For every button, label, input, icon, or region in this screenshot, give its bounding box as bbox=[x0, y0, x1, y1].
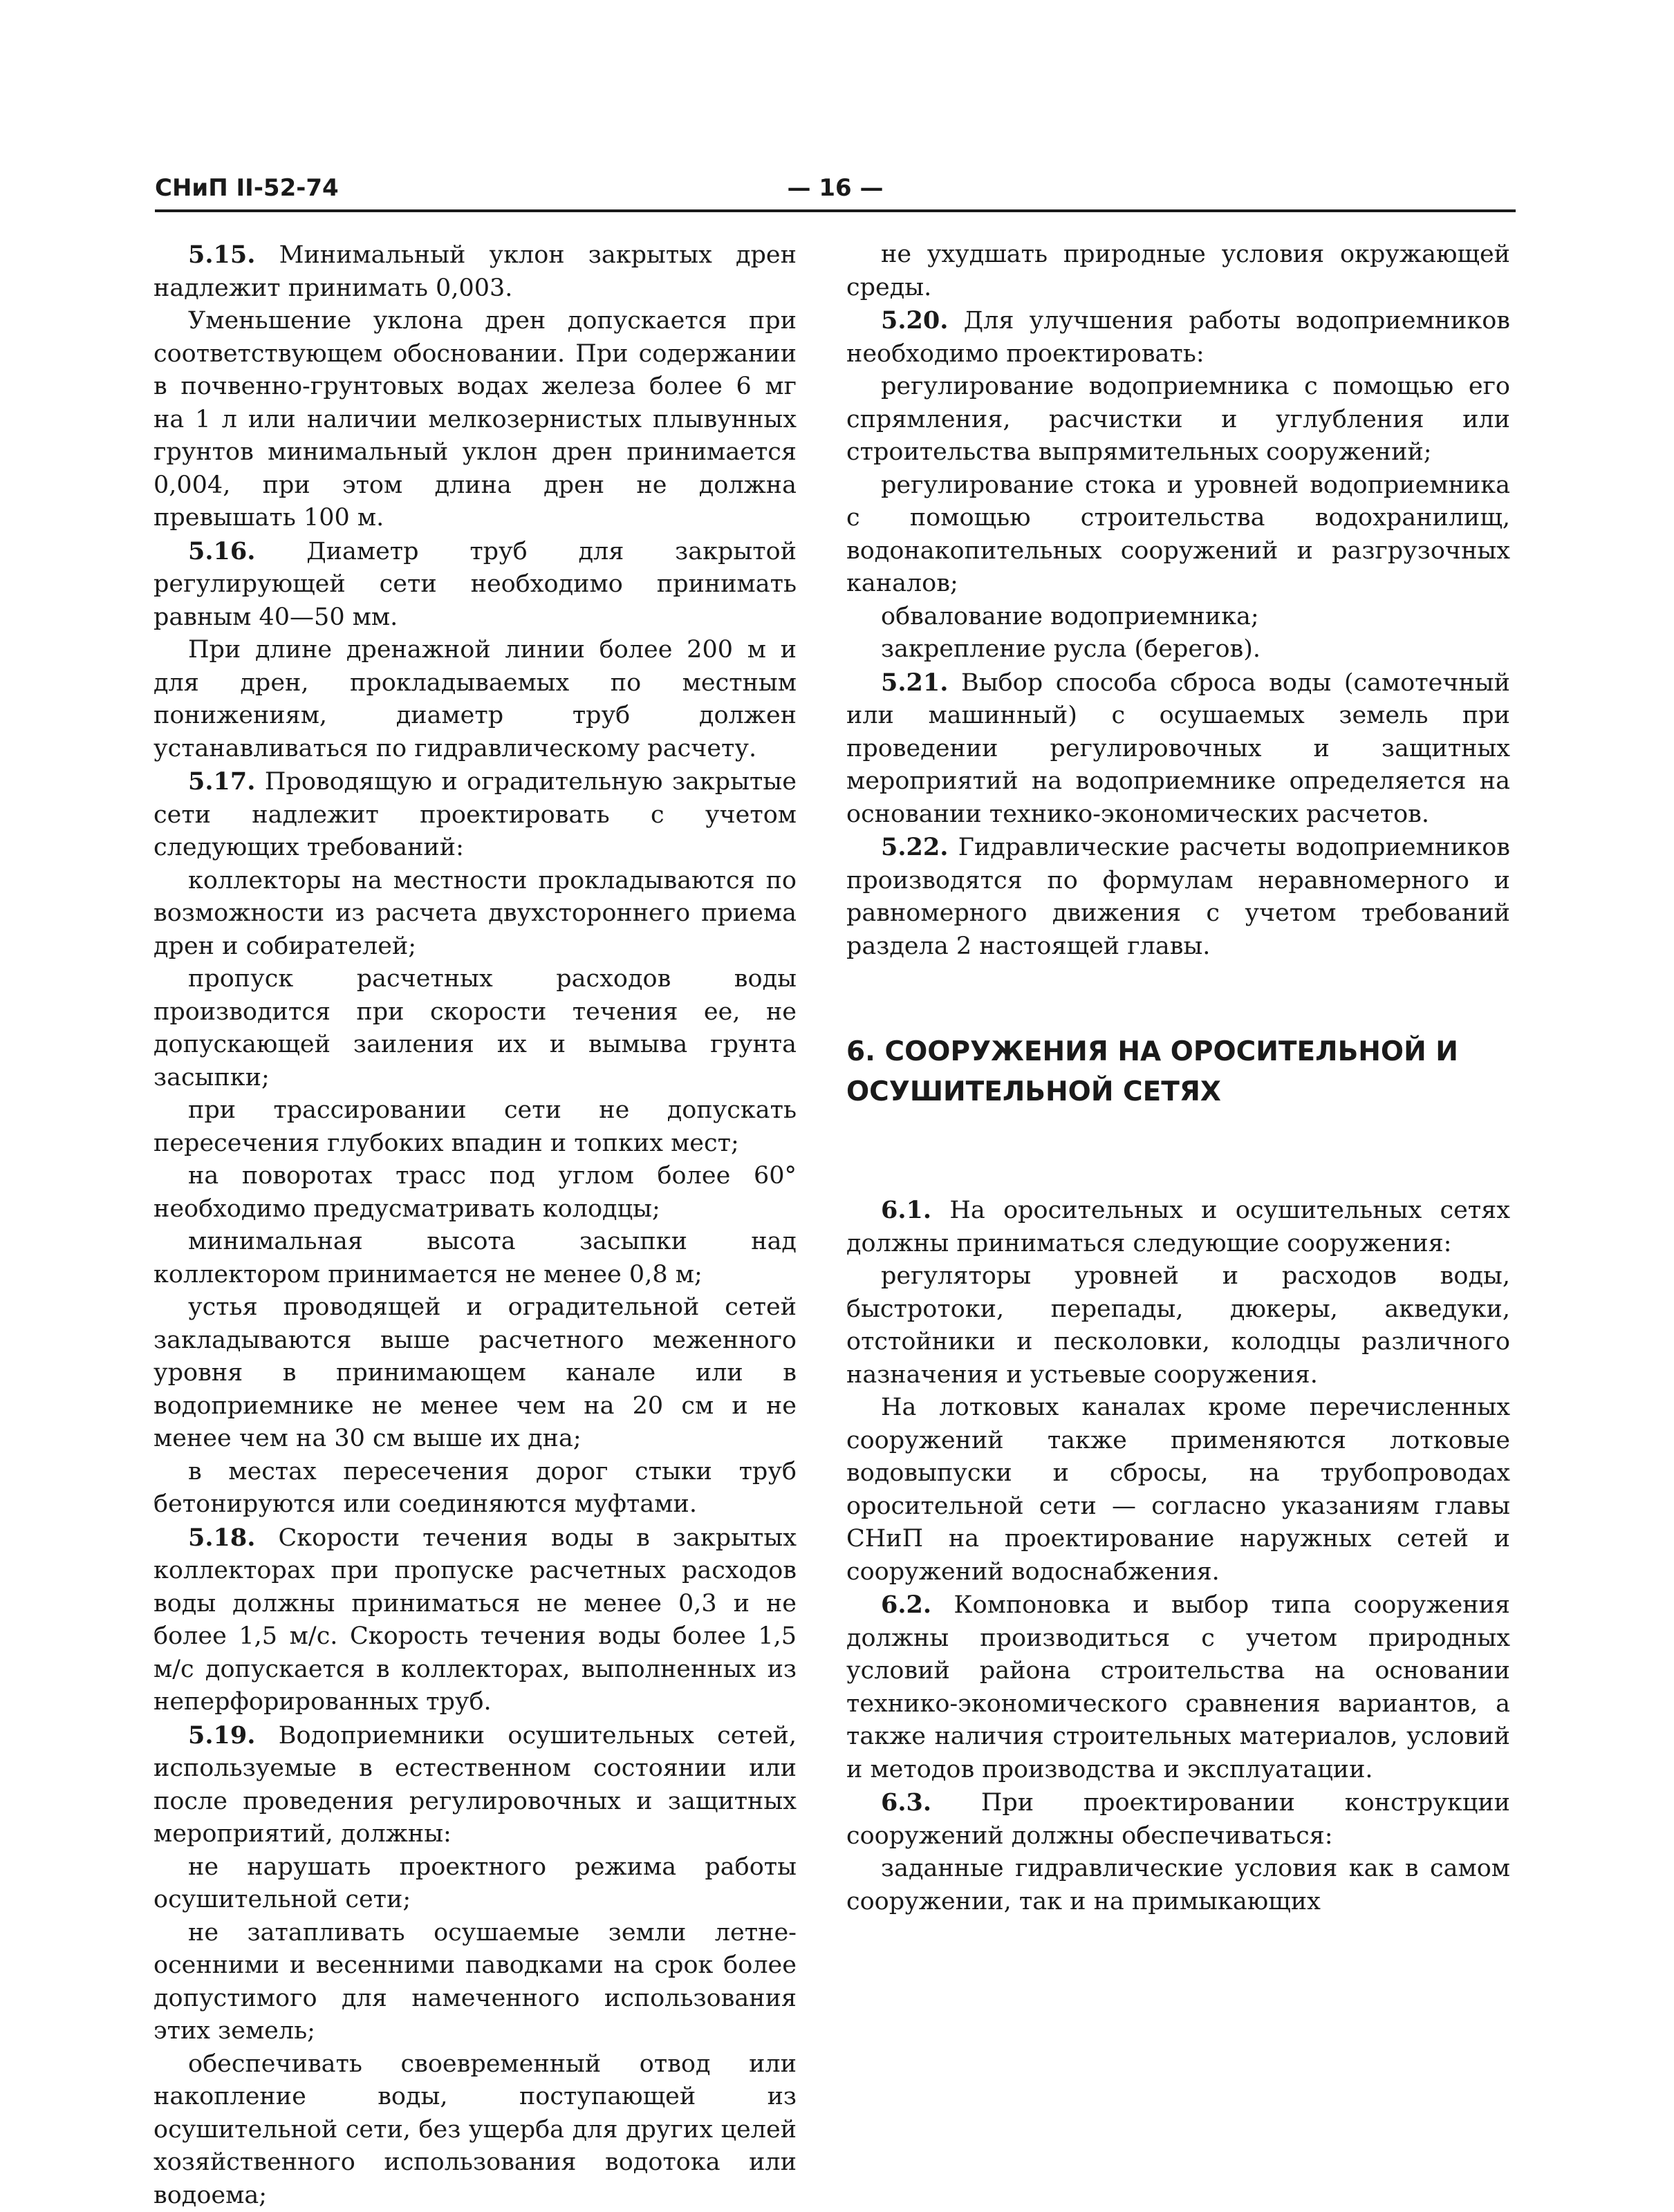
left-column bbox=[154, 238, 797, 2212]
paragraph-text: не нарушать проектного режима работы осушительной сети; bbox=[154, 1853, 797, 1914]
paragraph-text: не затапливать осушаемые земли летне-осенними и весенними паводками на срок более допустимого для намеченного использования этих земель; bbox=[154, 1919, 797, 2045]
paragraph bbox=[154, 1917, 797, 2048]
clause-paragraph bbox=[846, 1786, 1510, 1853]
paragraph bbox=[154, 1226, 797, 1291]
clause-number: 5.17. bbox=[188, 767, 255, 796]
clause-number: 6.1. bbox=[881, 1196, 931, 1224]
clause-paragraph bbox=[846, 666, 1510, 832]
clause-paragraph bbox=[154, 238, 797, 305]
clause-number: 5.22. bbox=[881, 833, 948, 861]
clause-paragraph bbox=[846, 1194, 1510, 1260]
right-column-section6 bbox=[846, 1194, 1510, 1918]
paragraph-text: коллекторы на местности прокладываются по возможности из расчета двухстороннего приема дрен и собирателей; bbox=[154, 867, 797, 960]
paragraph bbox=[154, 1160, 797, 1226]
paragraph-text: на поворотах трасс под углом более 60° необходимо предусматривать колодцы; bbox=[154, 1162, 797, 1223]
paragraph-text: Минимальный уклон закрытых дрен надлежит принимать 0,003. bbox=[154, 241, 797, 302]
paragraph-text: регулирование стока и уровней водоприемника с помощью строительства водохранилищ, водонакопительных сооружений и разгрузочных каналов; bbox=[846, 471, 1510, 598]
paragraph-text: Водоприемники осушительных сетей, используемые в естественном состоянии или после проведения регулировочных и защитных мероприятий, должны: bbox=[154, 1722, 797, 1848]
clause-number: 5.16. bbox=[188, 537, 255, 565]
paragraph bbox=[154, 865, 797, 964]
clause-paragraph bbox=[846, 1588, 1510, 1786]
paragraph bbox=[846, 633, 1510, 666]
paragraph-text: заданные гидравлические условия как в самом сооружении, так и на примыкающих bbox=[846, 1855, 1510, 1915]
paragraph bbox=[846, 469, 1510, 601]
paragraph bbox=[154, 1851, 797, 1917]
paragraph-text: На лотковых каналах кроме перечисленных сооружений также применяются лотковые водовыпуски и сбросы, на трубопроводах оросительной сети — согласно указаниям главы СНиП на проектирование наружных сетей и сооружений водоснабжения. bbox=[846, 1394, 1510, 1586]
paragraph-text: Гидравлические расчеты водоприемников производятся по формулам неравномерного и равномерного движения с учетом требований раздела 2 настоящей главы. bbox=[846, 834, 1510, 960]
paragraph bbox=[846, 371, 1510, 469]
paragraph-text: Диаметр труб для закрытой регулирующей сети необходимо принимать равным 40—50 мм. bbox=[154, 538, 797, 631]
paragraph-text: обеспечивать своевременный отвод или накопление воды, поступающей из осушительной сети, без ущерба для других целей хозяйственного использования водотока или водоема; bbox=[154, 2050, 797, 2209]
right-column-section5 bbox=[846, 238, 1510, 963]
paragraph-text: регулирование водоприемника с помощью его спрямления, расчистки и углубления или строительства выпрямительных сооружений; bbox=[846, 373, 1510, 466]
paragraph-text: регуляторы уровней и расходов воды, быстротоки, перепады, дюкеры, акведуки, отстойники и песколовки, колодцы различного назначения и устьевые сооружения. bbox=[846, 1262, 1510, 1389]
paragraph-text: Уменьшение уклона дрен допускается при соответствующем обосновании. При содержании в почвенно-грунтовых водах железа более 6 мг на 1 л или наличии мелкозернистых плывунных грунтов минимальный уклон дрен принимается 0,004, при этом длина дрен не должна превышать 100 м. bbox=[154, 307, 797, 532]
clause-paragraph bbox=[154, 1719, 797, 1851]
paragraph-text: Проводящую и оградительную закрытые сети надлежит проектировать с учетом следующих требований: bbox=[154, 768, 797, 861]
clause-number: 6.3. bbox=[881, 1788, 931, 1817]
clause-number: 5.19. bbox=[188, 1721, 255, 1750]
paragraph-text: При длине дренажной линии более 200 м и для дрен, прокладываемых по местным понижениям, диаметр труб должен устанавливаться по гидравлическому расчету. bbox=[154, 636, 797, 762]
paragraph bbox=[154, 1291, 797, 1456]
clause-paragraph bbox=[154, 1521, 797, 1719]
paragraph-text: устья проводящей и оградительной сетей закладываются выше расчетного меженного уровня в принимающем канале или в водоприемнике не менее чем на 20 см и не менее чем на 30 см выше их дна; bbox=[154, 1293, 797, 1452]
paragraph bbox=[154, 305, 797, 535]
paragraph-text: при трассировании сети не допускать пересечения глубоких впадин и топких мест; bbox=[154, 1096, 797, 1157]
paragraph bbox=[154, 963, 797, 1094]
document-code: СНиП II-52-74 bbox=[155, 174, 339, 202]
page-number: — 16 — bbox=[155, 174, 1516, 202]
paragraph-text: Выбор способа сброса воды (самотечный или машинный) с осушаемых земель при проведении регулировочных и защитных мероприятий на водоприемнике определяется на основании технико-экономических расчетов. bbox=[846, 669, 1510, 828]
paragraph bbox=[846, 1260, 1510, 1391]
clause-paragraph bbox=[154, 765, 797, 865]
paragraph bbox=[846, 238, 1510, 304]
paragraph-text: пропуск расчетных расходов воды производится при скорости течения ее, не допускающей заиления их и вымыва грунта засыпки; bbox=[154, 965, 797, 1091]
header-rule bbox=[155, 209, 1516, 212]
clause-number: 5.18. bbox=[188, 1524, 255, 1552]
paragraph-text: На оросительных и осушительных сетях должны приниматься следующие сооружения: bbox=[846, 1197, 1510, 1257]
paragraph-text: Для улучшения работы водоприемников необходимо проектировать: bbox=[846, 307, 1510, 368]
clause-number: 5.21. bbox=[881, 668, 948, 697]
paragraph bbox=[846, 1391, 1510, 1588]
paragraph-text: минимальная высота засыпки над коллектором принимается не менее 0,8 м; bbox=[154, 1228, 797, 1288]
paragraph-text: обвалование водоприемника; bbox=[881, 603, 1259, 630]
paragraph-text: Компоновка и выбор типа сооружения должны производиться с учетом природных условий района строительства на основании технико-экономического сравнения вариантов, а также наличия строительных материалов, условий и методов производства и эксплуатации. bbox=[846, 1591, 1510, 1783]
clause-paragraph bbox=[846, 304, 1510, 371]
clause-number: 5.15. bbox=[188, 241, 255, 269]
paragraph-text: При проектировании конструкции сооружений должны обеспечиваться: bbox=[846, 1789, 1510, 1850]
paragraph-text: Скорости течения воды в закрытых коллекторах при пропуске расчетных расходов воды должны приниматься не менее 0,3 и не более 1,5 м/с. Скорость течения воды более 1,5 м/с допускается в коллекторах, выполненных из неперфорированных труб. bbox=[154, 1524, 797, 1716]
clause-paragraph bbox=[154, 535, 797, 635]
paragraph bbox=[846, 1853, 1510, 1918]
paragraph-text: не ухудшать природные условия окружающей среды. bbox=[846, 241, 1510, 301]
clause-number: 5.20. bbox=[881, 306, 948, 335]
clause-paragraph bbox=[846, 831, 1510, 963]
paragraph-text: закрепление русла (берегов). bbox=[881, 635, 1261, 663]
right-column bbox=[846, 238, 1510, 1918]
paragraph-text: в местах пересечения дорог стыки труб бетонируются или соединяются муфтами. bbox=[154, 1458, 797, 1519]
clause-number: 6.2. bbox=[881, 1591, 931, 1619]
paragraph bbox=[154, 1094, 797, 1160]
section-6-heading: 6. СООРУЖЕНИЯ НА ОРОСИТЕЛЬНОЙ И ОСУШИТЕЛЬНОЙ СЕТЯХ bbox=[846, 1032, 1510, 1112]
paragraph bbox=[154, 2048, 797, 2212]
paragraph bbox=[154, 634, 797, 765]
paragraph bbox=[154, 1456, 797, 1521]
paragraph bbox=[846, 601, 1510, 634]
